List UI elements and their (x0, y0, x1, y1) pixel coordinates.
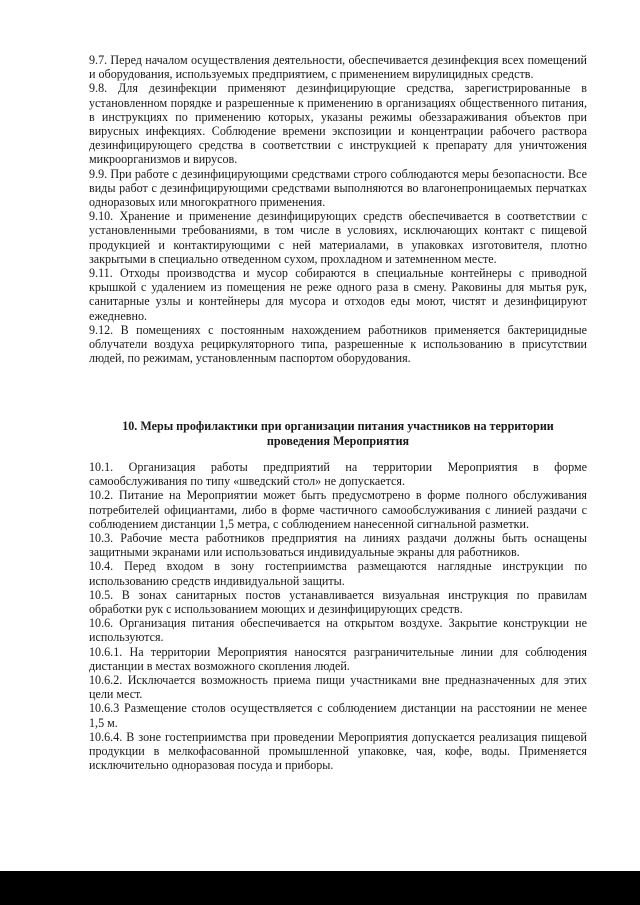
paragraph-9-7: 9.7. Перед началом осуществления деятельности, обеспечивается дезинфекция всех помещений и оборудования, используемых предприятием, с применением вирулицидных средств. (89, 53, 587, 82)
paragraph-10-5: 10.5. В зонах санитарных постов устанавливается визуальная инструкция по правилам обработки рук с использованием моющих и дезинфицирующих средств. (89, 587, 587, 617)
paragraph-10-2: 10.2. Питание на Мероприятии может быть предусмотрено в форме полного обслуживания потребителей официантами, либо в форме частичного самообслуживания с линией раздачи с соблюдением дистанции 1,5 метра, с соблюдением нанесенной сигнальной разметки. (89, 488, 587, 531)
section-9-paragraphs (89, 53, 587, 365)
paragraph-10-6-4: 10.6.4. В зоне гостеприимства при проведении Мероприятия допускается реализация пищевой продукции в мелкофасованной промышленной упаковке, чая, кофе, воды. Применяется исключительно одноразовая посуда и приборы. (89, 729, 587, 773)
scan-border-bottom (0, 871, 640, 905)
paragraph-10-6-2: 10.6.2. Исключается возможность приема пищи участниками вне предназначенных для этих цели мест. (89, 673, 587, 702)
paragraph-10-1: 10.1. Организация работы предприятий на территории Мероприятия в форме самообслуживания по типу «шведский стол» не допускается. (89, 460, 587, 489)
paragraph-9-11: 9.11. Отходы производства и мусор собираются в специальные контейнеры с приводной крышкой с удалением из помещения не реже одного раза в смену. Раковины для мытья рук, санитарные узлы и контейнеры для мусора и отходов еды моют, чистят и дезинфицируют ежедневно. (89, 266, 587, 323)
paragraph-10-4: 10.4. Перед входом в зону гостеприимства размещаются наглядные инструкции по использованию средств индивидуальной защиты. (89, 559, 587, 588)
paragraph-9-9: 9.9. При работе с дезинфицирующими средствами строго соблюдаются меры безопасности. Все виды работ с дезинфицирующими средствами выполняются во влагонепроницаемых перчатках одноразовых или многократного применения. (89, 166, 587, 210)
paragraph-10-6: 10.6. Организация питания обеспечивается на открытом воздухе. Закрытие конструкции не используются. (89, 616, 587, 645)
section-10-paragraphs (89, 460, 587, 772)
paragraph-9-8: 9.8. Для дезинфекции применяют дезинфицирующие средства, зарегистрированные в установленном порядке и разрешенные к применению в организациях общественного питания, в инструкциях по применению которых, указаны режимы обеззараживания объектов при вирусных инфекциях. Соблюдение времени экспозиции и концентрации рабочего раствора дезинфицирующего средства в соответствии с инструкцией к препарату для уничтожения микроорганизмов и вирусов. (89, 81, 587, 167)
paragraph-9-12: 9.12. В помещениях с постоянным нахождением работников применяется бактерицидные облучатели воздуха рециркуляторного типа, разрешенные к использованию в присутствии людей, по режимам, установленным паспортом оборудования. (89, 322, 587, 366)
section-10-heading: 10. Меры профилактики при организации питания участников на территории проведения Мероприятия (122, 419, 554, 448)
paragraph-9-10: 9.10. Хранение и применение дезинфицирующих средств обеспечивается в соответствии с установленными требованиями, в том числе в условиях, исключающих контакт с пищевой продукцией и контактирующими с ней материалами, в упаковках изготовителя, плотно закрытыми в специально отведенном сухом, прохладном и затемненном месте. (89, 209, 587, 266)
paragraph-10-6-1: 10.6.1. На территории Мероприятия наносятся разграничительные линии для соблюдения дистанции в местах возможного скопления людей. (89, 644, 587, 673)
paragraph-10-3: 10.3. Рабочие места работников предприятия на линиях раздачи должны быть оснащены защитными экранами или использоваться индивидуальные экраны для работников. (89, 531, 587, 560)
paragraph-10-6-3: 10.6.3 Размещение столов осуществляется с соблюдением дистанции на расстоянии не менее 1,5 м. (89, 701, 587, 730)
